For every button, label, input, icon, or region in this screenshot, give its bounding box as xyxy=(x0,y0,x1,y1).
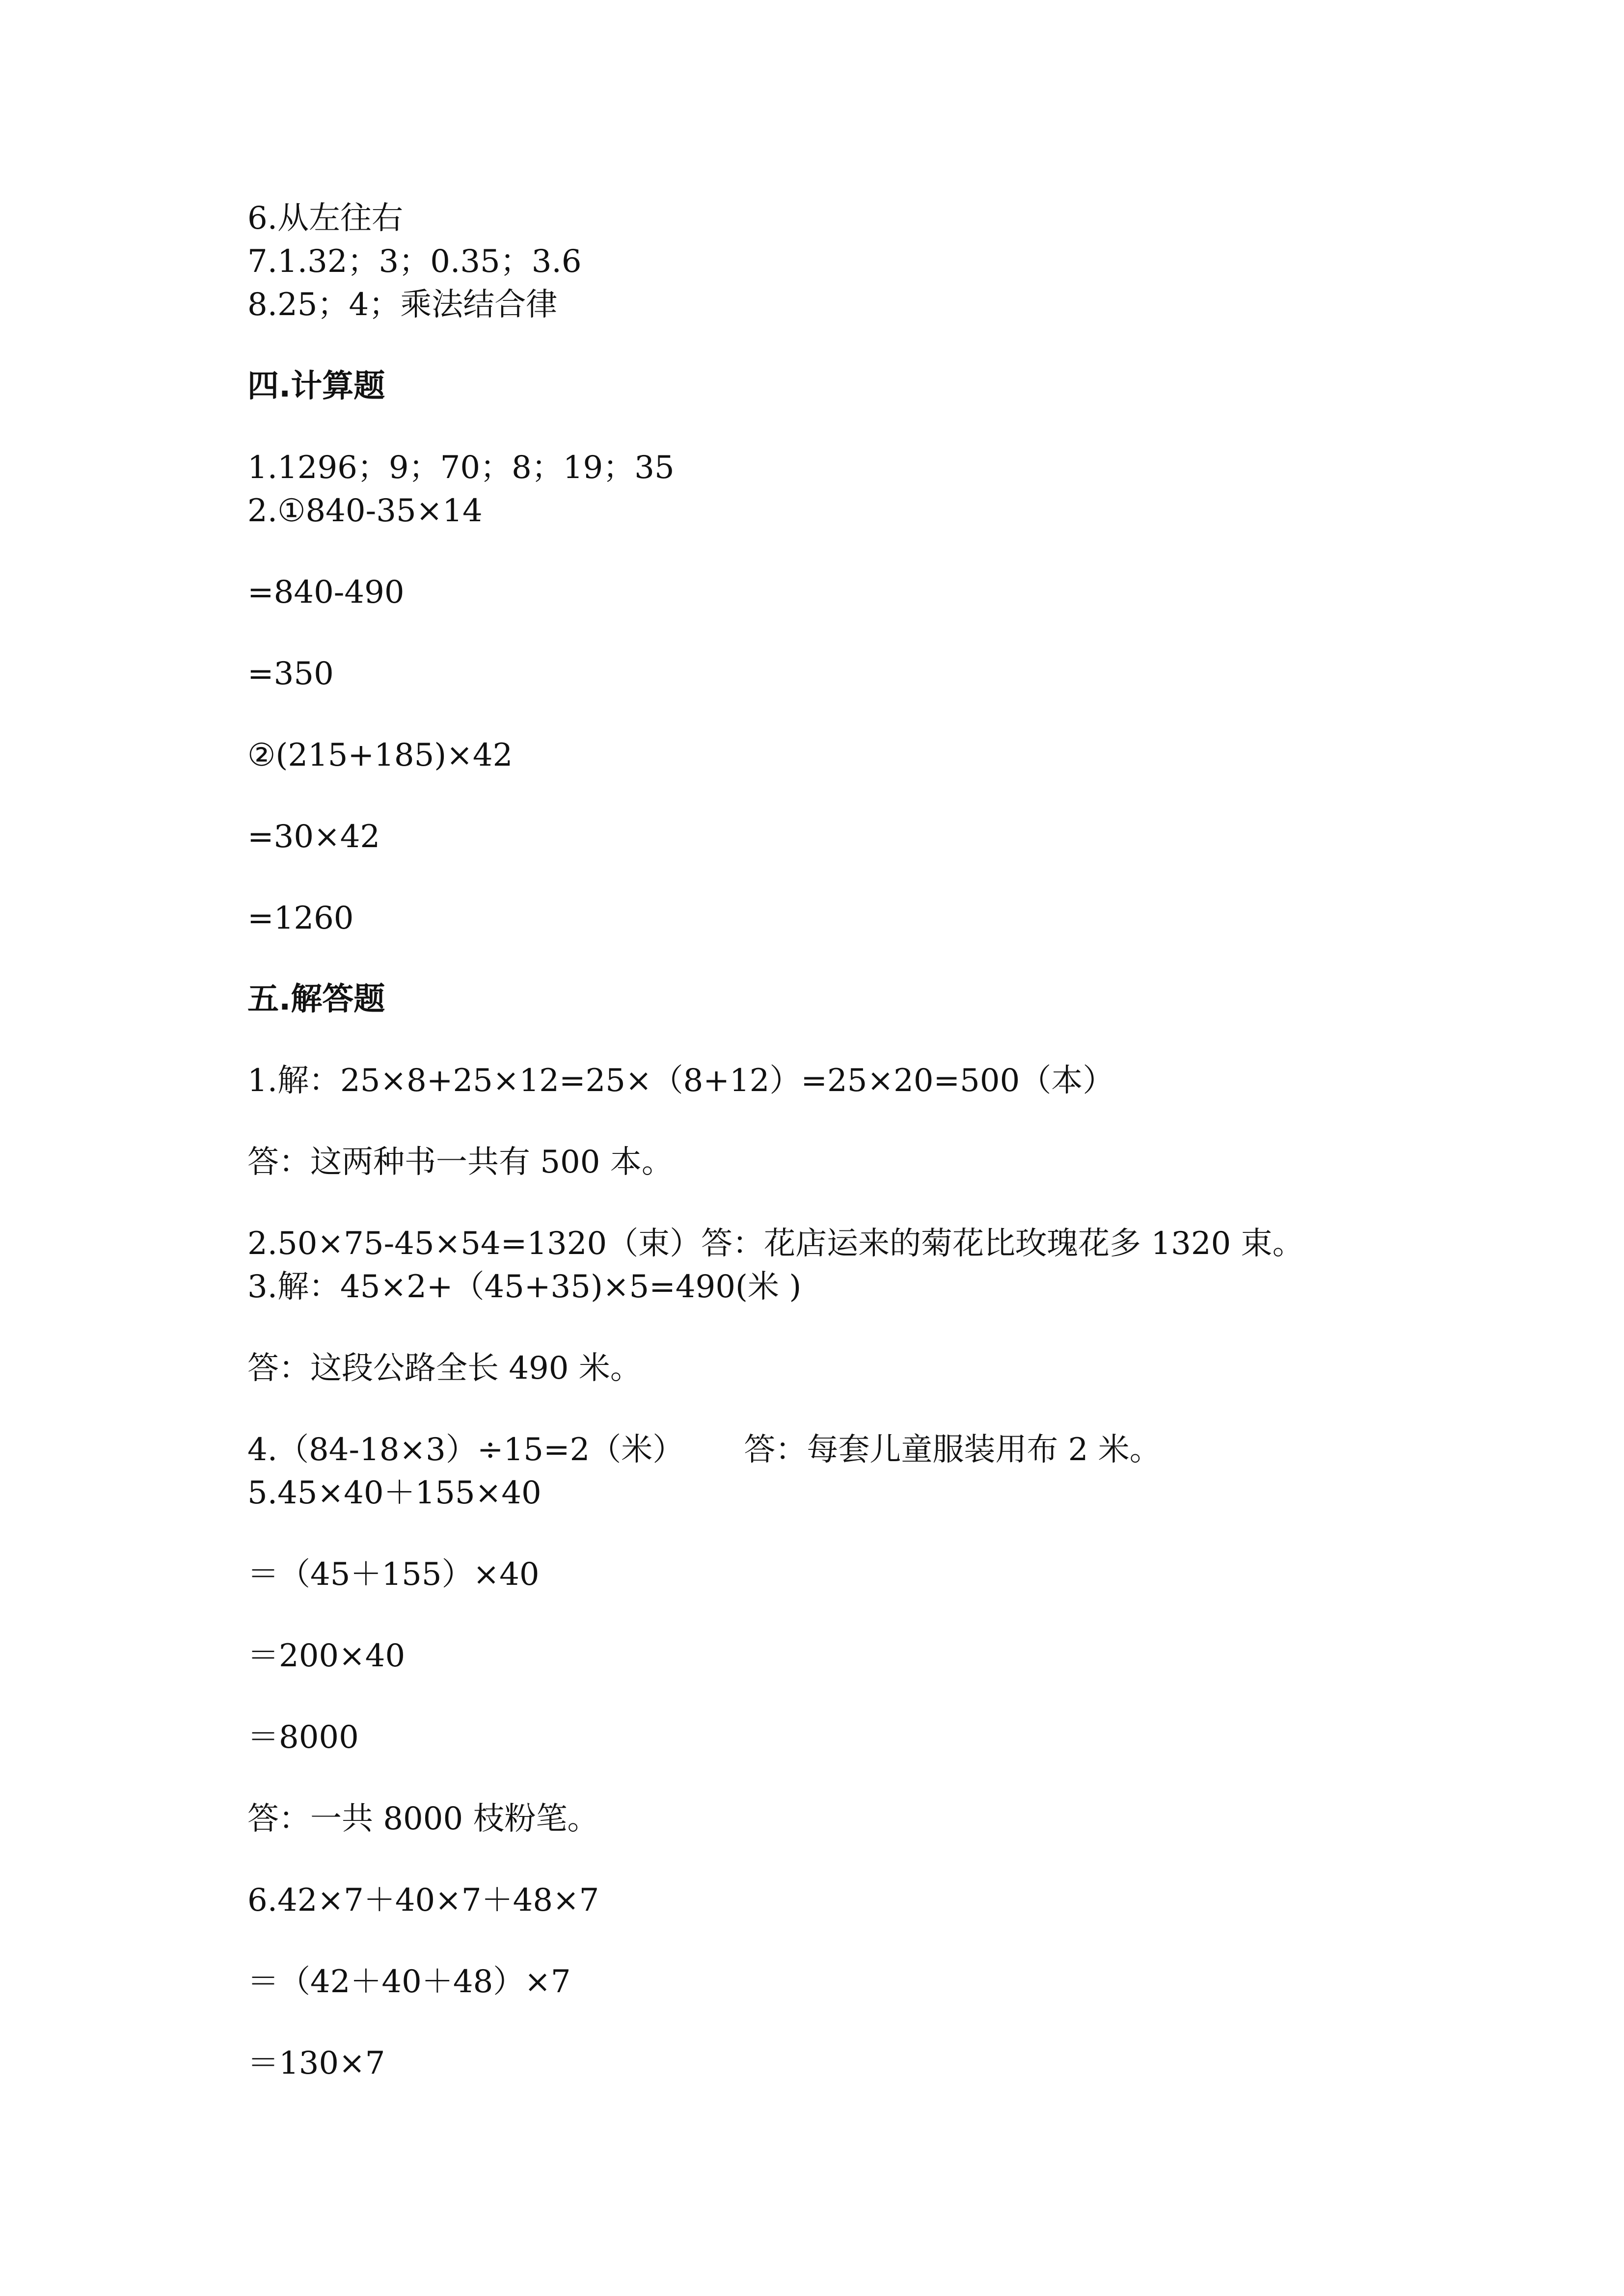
problem-answer-4: 4.（84-18×3）÷15=2（米） 答：每套儿童服装用布 2 米。 xyxy=(247,1432,1161,1468)
calc-step: =30×42 xyxy=(247,819,380,855)
problem-answer-6: 6.42×7＋40×7＋48×7 xyxy=(247,1882,599,1919)
calc-step: ＝（45＋155）×40 xyxy=(247,1556,540,1593)
problem-answer-2: 2.50×75-45×54=1320（束）答：花店运来的菊花比玫瑰花多 1320 束。 xyxy=(247,1226,1304,1262)
calc-step: ＝8000 xyxy=(247,1719,359,1756)
problem-answer-1: 1.解：25×8+25×12=25×（8+12）=25×20=500（本） xyxy=(247,1063,1114,1099)
answer-line-8: 8.25；4；乘法结合律 xyxy=(247,287,558,323)
problem-answer-5: 5.45×40＋155×40 xyxy=(247,1475,541,1511)
calc-step: =840-490 xyxy=(247,574,405,611)
problem-conclusion-5: 答：一共 8000 枝粉笔。 xyxy=(247,1801,599,1837)
calc-step: =1260 xyxy=(247,900,354,936)
answer-line-7: 7.1.32；3；0.35；3.6 xyxy=(247,243,582,280)
calc-step: ＝（42＋40＋48）×7 xyxy=(247,1964,571,2000)
problem-conclusion-3: 答：这段公路全长 490 米。 xyxy=(247,1350,642,1387)
calc-answer-2b: ②(215+185)×42 xyxy=(247,737,513,774)
section-heading-word-problems: 五.解答题 xyxy=(247,981,385,1017)
section-heading-calculation: 四.计算题 xyxy=(247,368,385,404)
calc-answer-1: 1.1296；9；70；8；19；35 xyxy=(247,450,675,486)
problem-conclusion-1: 答：这两种书一共有 500 本。 xyxy=(247,1144,673,1180)
calc-step: ＝200×40 xyxy=(247,1638,406,1674)
calc-step: =350 xyxy=(247,656,334,692)
problem-answer-3: 3.解：45×2+（45+35)×5=490(米 ) xyxy=(247,1269,802,1305)
calc-step: ＝130×7 xyxy=(247,2045,385,2082)
answer-line-6: 6.从左往右 xyxy=(247,200,404,237)
calc-answer-2a: 2.①840-35×14 xyxy=(247,493,483,529)
